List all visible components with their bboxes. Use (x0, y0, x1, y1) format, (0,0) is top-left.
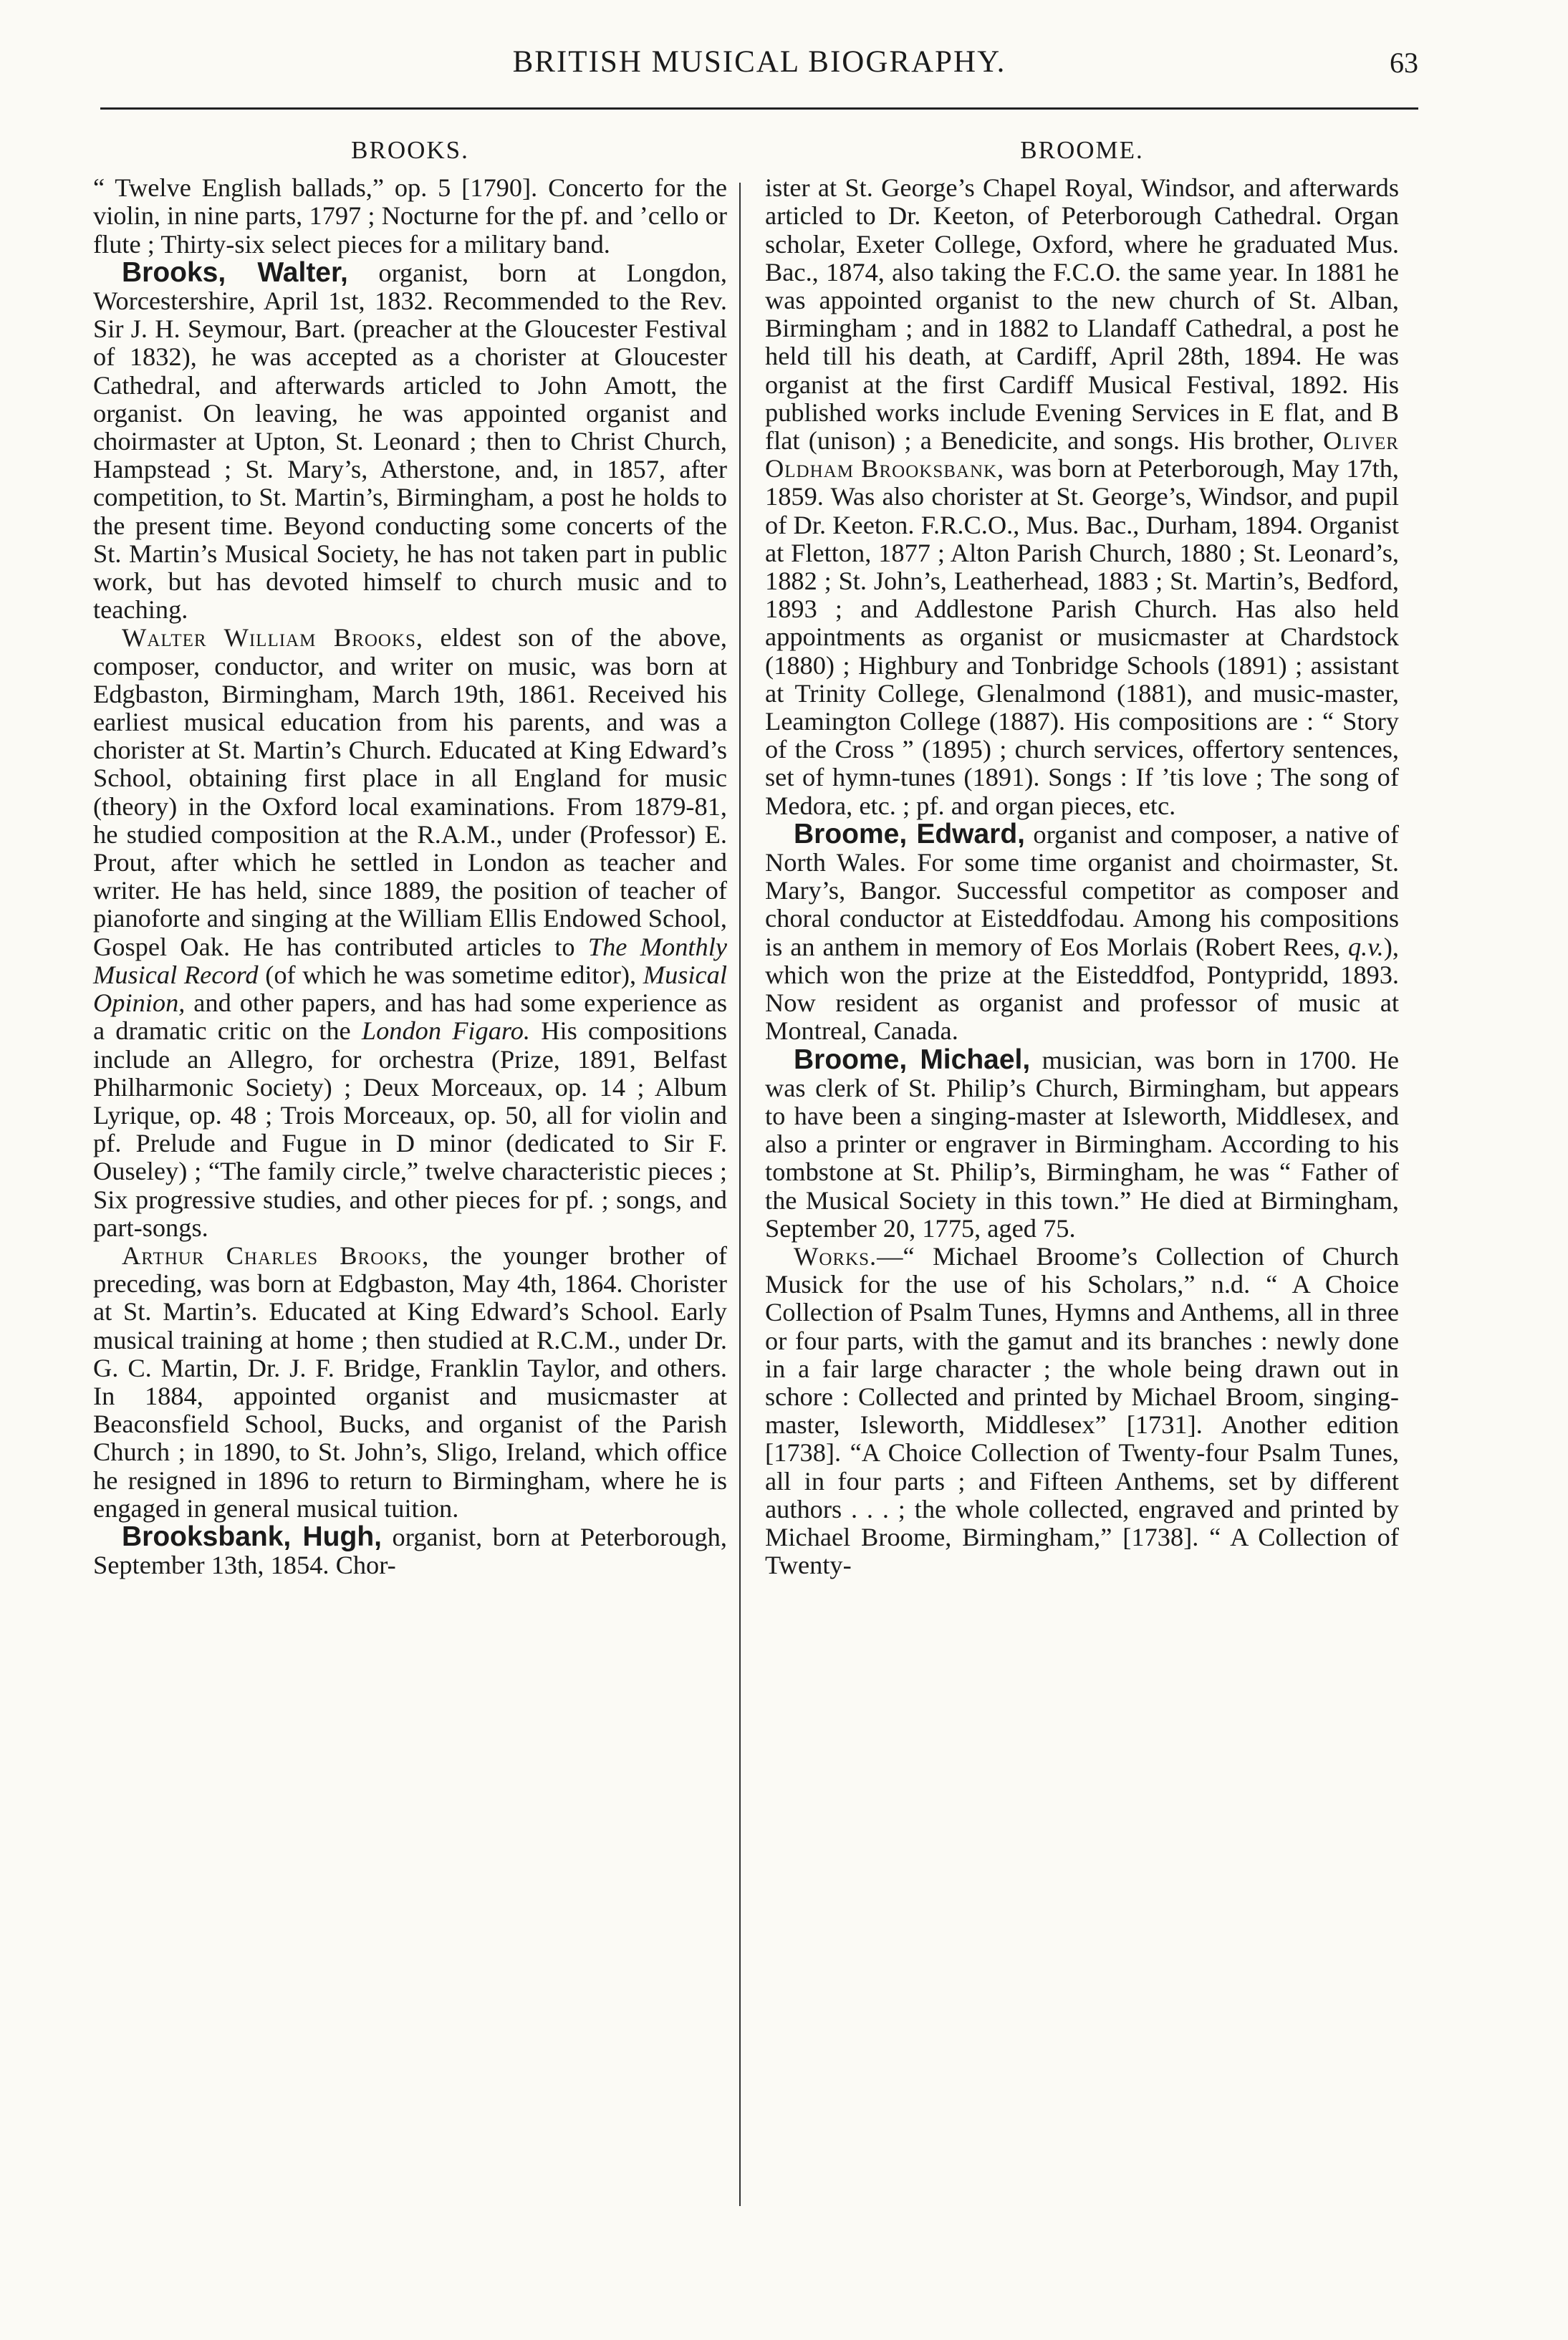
name-small-caps: Oliver Oldham Brooksbank, (765, 426, 1399, 483)
page-header (100, 44, 1418, 95)
entry-text: was born at Peterborough, May 17th, 1859. Was also chorister at St. George’s, Windsor, and pupil of Dr. Keeton. F.R.C.O., Mus. Bac., Durham, 1894. Organist at Fletton, 1877 ; Alton Parish Church, 1880 ; St. Leonard’s, 1882 ; St. John’s, Leatherhead, 1883 ; St. Martin’s, Bedford, 1893 ; and Addlestone Parish Church. Has also held appointments as organist or musicmaster at Chardstock (1880) ; Highbury and Tonbridge Schools (1891) ; assistant at Trinity College, Glenalmond (1881), and music-master, Leamington College (1887). His compositions are : “ Story of the Cross ” (1895) ; church services, offertory sentences, set of hymn-tunes (1891). Songs : If ’tis love ; The song of Medora, etc. ; pf. and organ pieces, etc. (765, 454, 1399, 820)
italic-title: The Monthly Musical Record (93, 932, 727, 989)
entry-brooksbank-continued (765, 174, 1399, 820)
entry-text: organist, born at Longdon, Worcestershire, April 1st, 1832. Recommended to the Rev. Sir J. H. Seymour, Bart. (preacher at the Gloucester Festival of 1832), he was accepted as a chorister at Gloucester Cathedral, and afterwards articled to John Amott, the organist. On leaving, he was appointed organist and choirmaster at Upton, St. Leonard ; then to Christ Church, Hampstead ; St. Mary’s, Atherstone, and, in 1857, after competition, to St. Martin’s, Birmingham, a post he holds to the present time. Beyond conducting some concerts of the St. Martin’s Musical Society, he has not taken part in public work, but has devoted himself to church music and to teaching. (93, 258, 727, 625)
entry-brooks-walter (93, 256, 727, 625)
entry-text: organist and composer, a native of North Wales. For some time organist and choirmaster, St. Mary’s, Bangor. Successful competitor as composer and choral conductor at Eisteddfodau. Among his compositions is an anthem in memory of Eos Morlais (Robert Rees, (765, 819, 1399, 961)
page-number: 63 (1390, 47, 1418, 79)
headword: Broome, Michael, (794, 1044, 1031, 1075)
headword: Broome, Edward, (794, 818, 1026, 849)
entry-text: His compositions include an Allegro, for orchestra (Prize, 1891, Belfast Philharmonic Society) ; Deux Morceaux, op. 14 ; Album Lyrique, op. 48 ; Trois Morceaux, op. 50, all for violin and pf. Prelude and Fugue in D minor (dedicated to Sir F. Ouseley) ; “The family circle,” twelve characteristic pieces ; Six progressive studies, and other pieces for pf. ; songs, and part-songs. (93, 1016, 727, 1242)
entry-arthur-charles-brooks (93, 1242, 727, 1523)
entry-text: musician, was born in 1700. He was clerk of St. Philip’s Church, Birmingham, but appears to have been a singing-master at Isleworth, Middlesex, and also a printer or engraver in Birmingham. According to his tombstone at St. Philip’s, Birmingham, he was “ Father of the Musical Society in this town.” He died at Birmingham, September 20, 1775, aged 75. (765, 1045, 1399, 1243)
entry-broome-edward (765, 820, 1399, 1046)
name-small-caps: Arthur Charles Brooks, (122, 1241, 430, 1270)
entry-text: the younger brother of preceding, was born at Edgbaston, May 4th, 1864. Chorister at St. Martin’s. Educated at King Edward’s School. Early musical training at home ; then studied at R.C.M., under Dr. G. C. Martin, Dr. J. F. Bridge, Franklin Taylor, and others. In 1884, appointed organist and musicmaster at Beaconsfield School, Bucks, and organist of the Parish Church ; in 1890, to St. John’s, Sligo, Ireland, which office he resigned in 1896 to return to Birmingham, where he is engaged in general musical tuition. (93, 1241, 727, 1523)
entry-text: and other papers, and has had some experience as a dramatic critic on the (93, 988, 727, 1046)
column-heading-left: BROOKS. (351, 136, 469, 164)
header-rule (100, 107, 1418, 110)
italic-title: Musical Opinion, (93, 960, 727, 1018)
entry-broome-works (765, 1243, 1399, 1579)
works-label: Works. (794, 1241, 877, 1271)
entry-text: ister at St. George’s Chapel Royal, Windsor, and afterwards articled to Dr. Keeton, of Peterborough Cathedral. Organ scholar, Exeter College, Oxford, where he graduated Mus. Bac., 1874, also taking the F.C.O. the same year. In 1881 he was appointed organist to the new church of St. Alban, Birmingham ; and in 1882 to Llandaff Cathedral, a post he held till his death, at Cardiff, April 28th, 1894. He was organist at the first Cardiff Musical Festival, 1892. His published works include Evening Services in E flat, and B flat (unison) ; a Benedicite, and songs. His brother, (765, 173, 1399, 456)
entry-text: ), which won the prize at the Eisteddfod, Pontypridd, 1893. Now resident as organist and professor of music at Montreal, Canada. (765, 932, 1399, 1046)
entry-brooks-continued: “ Twelve English ballads,” op. 5 [1790]. Concerto for the violin, in nine parts, 1797 ; Nocturne for the pf. and ’cello or flute ; Thirty-six select pieces for a military band. (93, 173, 727, 259)
headword: Brooks, Walter, (122, 256, 348, 288)
entry-broome-michael (765, 1046, 1399, 1243)
right-column (765, 136, 1399, 1579)
entry-text: (of which he was sometime editor), (258, 960, 643, 989)
column-divider (739, 183, 741, 2206)
entry-text: —“ Michael Broome’s Collection of Church Musick for the use of his Scholars,” n.d. “ A Choice Collection of Psalm Tunes, Hymns and Anthems, all in three or four parts, with the gamut and its branches : newly done in a fair large character ; the whole being drawn out in schore : Collected and printed by Michael Broom, singing-master, Isleworth, Middlesex” [1731]. Another edition [1738]. “A Choice Collection of Twenty-four Psalm Tunes, all in four parts ; and Fifteen Anthems, set by different authors . . . ; the whole collected, engraved and printed by Michael Broome, Birmingham,” [1738]. “ A Collection of Twenty- (765, 1241, 1399, 1580)
italic-reference: q.v. (1347, 932, 1384, 961)
left-column (93, 136, 727, 1579)
name-small-caps: Walter William Brooks, (122, 623, 423, 653)
entry-text: organist, born at Peterborough, September 13th, 1854. Chor- (93, 1522, 727, 1580)
italic-title: London Figaro. (361, 1016, 531, 1046)
headword: Brooksbank, Hugh, (122, 1521, 382, 1552)
running-title: BRITISH MUSICAL BIOGRAPHY. (512, 45, 1006, 79)
column-heading-right: BROOME. (1020, 136, 1144, 164)
entry-walter-william-brooks (93, 624, 727, 1241)
entry-text: eldest son of the above, composer, conductor, and writer on music, was born at Edgbaston, Birmingham, March 19th, 1861. Received his earliest musical education from his parents, and was a chorister at St. Martin’s Church. Educated at King Edward’s School, obtaining first place in all England for music (theory) in the Oxford local examinations. From 1879-81, he studied composition at the R.A.M., under (Professor) E. Prout, after which he settled in London as teacher and writer. He has held, since 1889, the position of teacher of pianoforte and singing at the William Ellis Endowed School, Gospel Oak. He has contributed articles to (93, 623, 727, 961)
entry-brooksbank-hugh (93, 1523, 727, 1579)
